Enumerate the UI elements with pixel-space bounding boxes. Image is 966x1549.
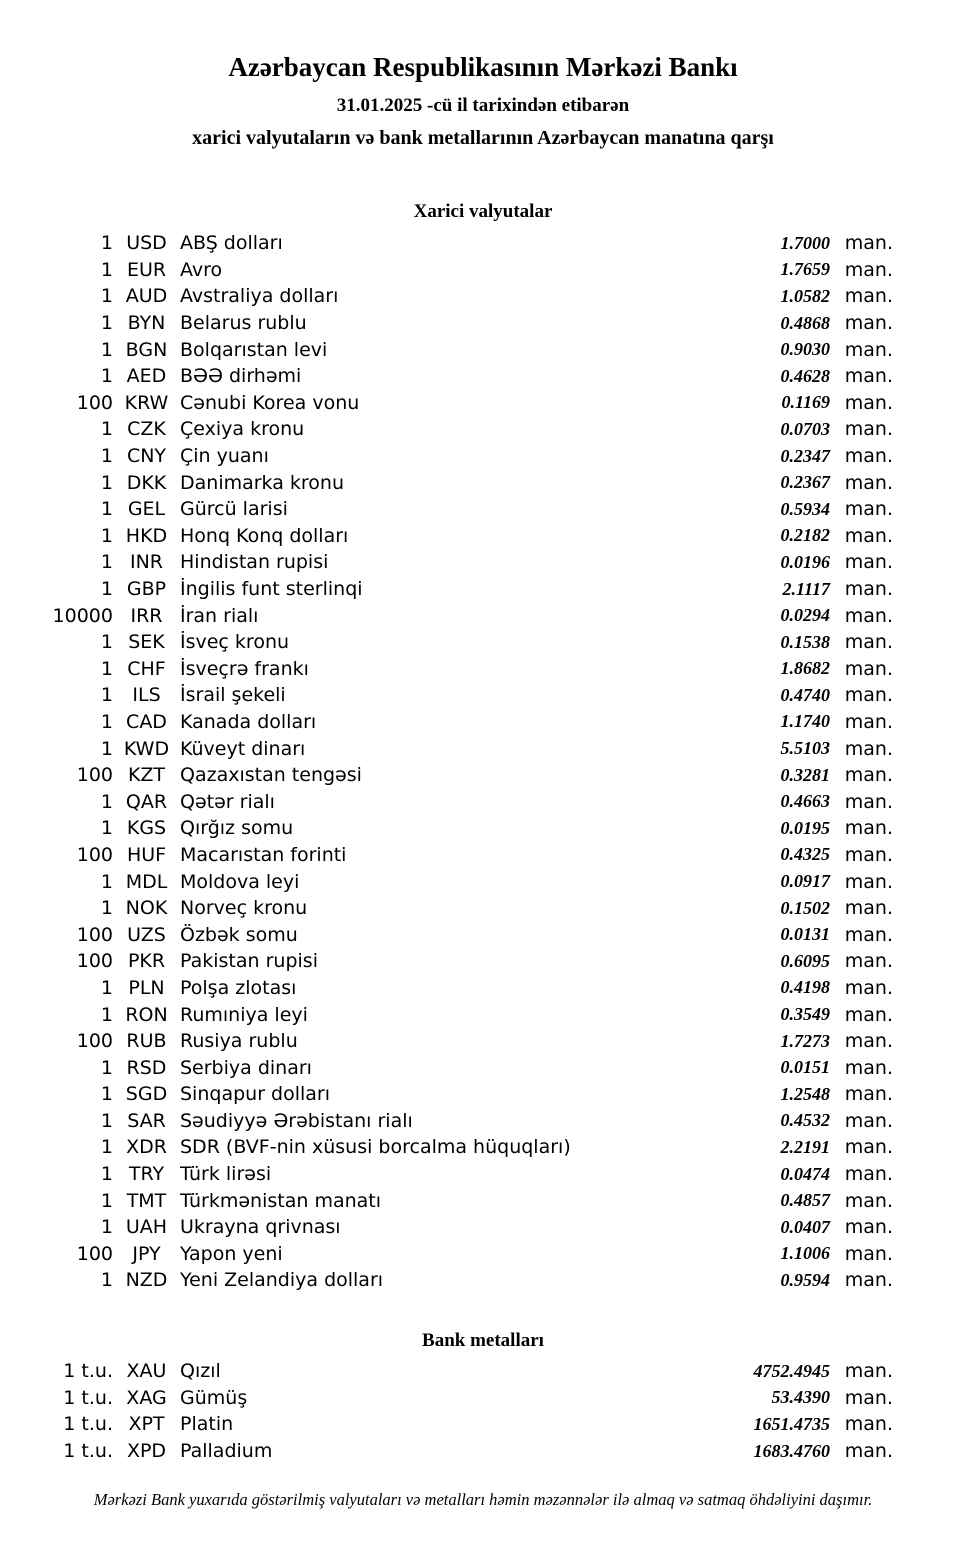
currency-row (0, 1161, 893, 1188)
effective-date-line: 31.01.2025 -cü il tarixindən etibarən (336, 95, 630, 116)
currency-rate: 0.0131 (780, 924, 830, 945)
metal-name: Qızıl (180, 1360, 221, 1383)
currency-row (0, 416, 893, 443)
metal-code: XAU (126, 1360, 167, 1383)
currency-name: Avstraliya dolları (180, 285, 339, 308)
currency-quantity: 100 (76, 923, 113, 946)
currency-quantity: 1 (100, 285, 113, 308)
currency-unit-label: man. (844, 312, 893, 335)
currency-rate: 1.7659 (780, 259, 830, 280)
currency-rate: 1.2548 (780, 1083, 830, 1104)
currency-row (0, 682, 893, 709)
currency-name: İngilis funt sterlinqi (180, 578, 363, 601)
currency-rate: 0.0407 (780, 1216, 830, 1237)
metal-name: Palladium (180, 1440, 273, 1463)
currency-quantity: 1 (100, 976, 113, 999)
currency-row (0, 310, 893, 337)
currency-code: AED (126, 365, 167, 388)
currency-code: KWD (123, 737, 170, 760)
currency-quantity: 1 (100, 1163, 113, 1186)
currency-quantity: 100 (76, 764, 113, 787)
currency-name: BƏƏ dirhəmi (180, 365, 302, 388)
currency-row (0, 948, 893, 975)
currency-row (0, 921, 893, 948)
currency-row (0, 283, 893, 310)
currency-name: Serbiya dinarı (180, 1056, 312, 1079)
currency-name: Səudiyyə Ərəbistanı rialı (180, 1109, 413, 1132)
currency-quantity: 1 (100, 817, 113, 840)
currency-unit-label: man. (844, 418, 893, 441)
currency-row (0, 1028, 893, 1055)
currency-quantity: 1 (100, 737, 113, 760)
currency-name: Gürcü larisi (180, 498, 288, 521)
currency-quantity: 1 (100, 684, 113, 707)
currency-row (0, 1134, 893, 1161)
currency-row (0, 336, 893, 363)
currency-unit-label: man. (844, 631, 893, 654)
currency-unit-label: man. (844, 1189, 893, 1212)
currency-unit-label: man. (844, 1269, 893, 1292)
currency-rate: 1.7273 (780, 1030, 830, 1051)
currency-code: EUR (126, 258, 167, 281)
currency-quantity: 1 (100, 1056, 113, 1079)
currency-name: Kanada dolları (180, 710, 317, 733)
currency-code: PLN (128, 976, 165, 999)
currency-quantity: 1 (100, 1003, 113, 1026)
currency-rate: 0.3281 (780, 764, 830, 785)
currency-quantity: 10000 (52, 604, 113, 627)
currency-rate: 0.4857 (780, 1190, 830, 1211)
currency-row (0, 1187, 893, 1214)
currency-row (0, 842, 893, 869)
currency-name: Honq Konq dolları (180, 524, 349, 547)
currency-code: BGN (125, 338, 168, 361)
currency-name: Özbək somu (180, 923, 298, 946)
currency-unit-label: man. (844, 817, 893, 840)
currency-name: Cənubi Korea vonu (180, 391, 360, 414)
metal-row (0, 1385, 893, 1412)
currency-name: İsveç kronu (180, 631, 290, 654)
currency-rate: 0.4325 (780, 844, 830, 865)
currency-unit-label: man. (844, 684, 893, 707)
currency-unit-label: man. (844, 976, 893, 999)
currency-name: Qırğız somu (180, 817, 294, 840)
metal-code: XAG (126, 1386, 167, 1409)
metal-name: Platin (180, 1413, 234, 1436)
currency-name: İsveçrə frankı (180, 657, 309, 680)
currency-code: SGD (125, 1083, 168, 1106)
currency-name: Çin yuanı (180, 445, 269, 468)
currency-rate: 2.2191 (780, 1136, 830, 1157)
currency-rate: 0.3549 (780, 1004, 830, 1025)
currency-unit-label: man. (844, 710, 893, 733)
currency-row (0, 576, 893, 603)
scope-line: xarici valyutaların və bank metallarının Azərbaycan manatına qarşı (192, 127, 774, 149)
currency-name: ABŞ dolları (180, 232, 283, 255)
currency-name: Küveyt dinarı (180, 737, 306, 760)
currency-quantity: 1 (100, 1083, 113, 1106)
currency-row (0, 230, 893, 257)
currency-quantity: 1 (100, 1269, 113, 1292)
currency-rate: 1.0582 (780, 285, 830, 306)
currency-name: Türk lirəsi (180, 1163, 272, 1186)
currency-unit-label: man. (844, 923, 893, 946)
currency-name: Yeni Zelandiya dolları (180, 1269, 384, 1292)
metal-row (0, 1438, 893, 1465)
metal-code: XPD (126, 1440, 167, 1463)
currency-rate: 0.0196 (780, 551, 830, 572)
currency-unit-label: man. (844, 391, 893, 414)
currency-unit-label: man. (844, 338, 893, 361)
currency-quantity: 100 (76, 391, 113, 414)
currency-rate: 0.0703 (780, 418, 830, 439)
metals-table (0, 1358, 893, 1464)
currency-row (0, 1214, 893, 1241)
currency-quantity: 1 (100, 551, 113, 574)
currency-code: TMT (126, 1189, 167, 1212)
currency-code: JPY (132, 1242, 161, 1265)
metal-name: Gümüş (180, 1386, 248, 1409)
currency-rate: 0.4868 (780, 312, 830, 333)
currency-unit-label: man. (844, 1109, 893, 1132)
currency-code: AUD (125, 285, 168, 308)
currency-code: RON (125, 1003, 168, 1026)
currency-code: NOK (125, 897, 168, 920)
metal-rate: 1683.4760 (753, 1440, 830, 1461)
currency-quantity: 1 (100, 870, 113, 893)
currency-name: Danimarka kronu (180, 471, 345, 494)
currency-row (0, 1054, 893, 1081)
currencies-table (0, 230, 893, 1294)
currency-rate: 0.1538 (780, 631, 830, 652)
disclaimer-text: Mərkəzi Bank yuxarıda göstərilmiş valyutaları və metalları həmin məzənnələr ilə almaq və satmaq öhdəliyini daşımır. (93, 1490, 873, 1509)
metal-quantity: 1 t.u. (63, 1360, 113, 1383)
currency-row (0, 1081, 893, 1108)
currency-rate: 0.4198 (780, 977, 830, 998)
currency-unit-label: man. (844, 1136, 893, 1159)
currency-unit-label: man. (844, 870, 893, 893)
metal-quantity: 1 t.u. (63, 1386, 113, 1409)
metals-section-heading: Bank metalları (422, 1330, 544, 1351)
currency-unit-label: man. (844, 1163, 893, 1186)
currency-unit-label: man. (844, 897, 893, 920)
currency-row (0, 735, 893, 762)
currency-quantity: 1 (100, 631, 113, 654)
currency-unit-label: man. (844, 498, 893, 521)
currency-quantity: 1 (100, 897, 113, 920)
currency-code: CHF (127, 657, 166, 680)
currency-rate: 1.8682 (780, 658, 830, 679)
currency-code: ILS (132, 684, 161, 707)
currency-code: SAR (127, 1109, 166, 1132)
currency-rate: 0.6095 (780, 950, 830, 971)
currency-rate: 0.2347 (780, 445, 830, 466)
metal-row (0, 1411, 893, 1438)
currency-rate: 0.0151 (780, 1057, 830, 1078)
currency-unit-label: man. (844, 551, 893, 574)
currency-quantity: 1 (100, 471, 113, 494)
page-title: Azərbaycan Respublikasının Mərkəzi Bankı (228, 52, 738, 82)
currency-code: KZT (127, 764, 166, 787)
currency-unit-label: man. (844, 471, 893, 494)
currency-unit-label: man. (844, 1056, 893, 1079)
currency-name: Rumıniya leyi (180, 1003, 308, 1026)
metal-code: XPT (128, 1413, 165, 1436)
currency-name: Polşa zlotası (180, 976, 297, 999)
currency-quantity: 1 (100, 524, 113, 547)
currency-rate: 0.5934 (780, 498, 830, 519)
currency-name: Qazaxıstan tengəsi (180, 764, 362, 787)
currency-name: Pakistan rupisi (180, 950, 318, 973)
currency-row (0, 629, 893, 656)
currency-name: SDR (BVF-nin xüsusi borcalma hüquqları) (180, 1136, 571, 1159)
currency-code: CAD (126, 710, 167, 733)
currency-code: XDR (126, 1136, 167, 1159)
currency-unit-label: man. (844, 950, 893, 973)
currency-code: NZD (125, 1269, 168, 1292)
currency-row (0, 788, 893, 815)
currency-quantity: 1 (100, 1109, 113, 1132)
currency-row (0, 496, 893, 523)
currency-row (0, 469, 893, 496)
currency-unit-label: man. (844, 365, 893, 388)
currency-name: Rusiya rublu (180, 1030, 298, 1053)
currency-code: QAR (125, 790, 168, 813)
currency-quantity: 100 (76, 1030, 113, 1053)
currency-row (0, 656, 893, 683)
currency-code: GEL (127, 498, 166, 521)
currency-name: Ukrayna qrivnası (180, 1216, 341, 1239)
currency-name: Çexiya kronu (180, 418, 305, 441)
metal-unit-label: man. (844, 1360, 893, 1383)
currency-row (0, 1001, 893, 1028)
metal-unit-label: man. (844, 1413, 893, 1436)
currency-rate: 0.2367 (780, 472, 830, 493)
metal-quantity: 1 t.u. (63, 1413, 113, 1436)
currency-rate: 1.1740 (780, 711, 830, 732)
currency-rate: 0.0474 (780, 1163, 830, 1184)
currency-rate: 0.4740 (780, 684, 830, 705)
currency-unit-label: man. (844, 657, 893, 680)
currency-code: SEK (128, 631, 165, 654)
currency-rate: 1.1006 (780, 1243, 830, 1264)
currency-row (0, 868, 893, 895)
currency-quantity: 1 (100, 578, 113, 601)
metal-rate: 4752.4945 (753, 1360, 830, 1381)
currency-row (0, 975, 893, 1002)
currency-quantity: 1 (100, 710, 113, 733)
currency-name: İran rialı (180, 604, 259, 627)
currency-rate: 1.7000 (780, 232, 830, 253)
currency-code: RSD (126, 1056, 167, 1079)
currency-code: USD (126, 232, 167, 255)
currency-rate: 2.1117 (782, 578, 830, 599)
currency-code: UZS (127, 923, 166, 946)
currency-rate: 0.9594 (780, 1269, 830, 1290)
currency-name: İsrail şekeli (180, 684, 286, 707)
currency-quantity: 100 (76, 1242, 113, 1265)
metal-row (0, 1358, 893, 1385)
currency-unit-label: man. (844, 1216, 893, 1239)
currency-code: UAH (125, 1216, 168, 1239)
currency-unit-label: man. (844, 1003, 893, 1026)
currency-code: CZK (127, 418, 166, 441)
currency-name: Hindistan rupisi (180, 551, 329, 574)
currency-quantity: 1 (100, 790, 113, 813)
currency-rate: 0.2182 (780, 525, 830, 546)
currency-name: Belarus rublu (180, 312, 307, 335)
currency-row (0, 549, 893, 576)
currency-quantity: 1 (100, 338, 113, 361)
currency-rate: 0.1169 (781, 392, 830, 413)
currency-name: Macarıstan forinti (180, 843, 347, 866)
currency-rate: 5.5103 (780, 738, 830, 759)
currency-unit-label: man. (844, 790, 893, 813)
currency-name: Moldova leyi (180, 870, 300, 893)
currency-rate: 0.4628 (780, 365, 830, 386)
currency-row (0, 1267, 893, 1294)
currency-quantity: 1 (100, 445, 113, 468)
currency-unit-label: man. (844, 764, 893, 787)
currency-code: GBP (126, 578, 167, 601)
currency-rate: 0.9030 (780, 339, 830, 360)
currency-unit-label: man. (844, 737, 893, 760)
currency-unit-label: man. (844, 232, 893, 255)
currency-quantity: 100 (76, 843, 113, 866)
currency-quantity: 1 (100, 498, 113, 521)
currency-code: HUF (126, 843, 167, 866)
currency-name: Yapon yeni (180, 1242, 283, 1265)
currency-name: Norveç kronu (180, 897, 308, 920)
currency-row (0, 895, 893, 922)
currency-row (0, 602, 893, 629)
currency-code: RUB (126, 1030, 167, 1053)
currency-unit-label: man. (844, 578, 893, 601)
currency-quantity: 1 (100, 1216, 113, 1239)
currency-rate: 0.1502 (780, 897, 830, 918)
currency-row (0, 1108, 893, 1135)
currencies-section-heading: Xarici valyutalar (413, 201, 553, 222)
currency-code: HKD (125, 524, 168, 547)
currency-unit-label: man. (844, 843, 893, 866)
currency-row (0, 443, 893, 470)
currency-row (0, 390, 893, 417)
currency-unit-label: man. (844, 524, 893, 547)
currency-rate: 0.4663 (780, 791, 830, 812)
currency-unit-label: man. (844, 1030, 893, 1053)
metal-rate: 53.4390 (771, 1387, 830, 1408)
currency-unit-label: man. (844, 258, 893, 281)
currency-code: KRW (124, 391, 169, 414)
currency-unit-label: man. (844, 1083, 893, 1106)
currency-quantity: 100 (76, 950, 113, 973)
currency-rate: 0.0917 (780, 871, 830, 892)
metal-rate: 1651.4735 (753, 1413, 830, 1434)
currency-code: BYN (127, 312, 166, 335)
currency-quantity: 1 (100, 312, 113, 335)
currency-code: INR (129, 551, 164, 574)
currency-name: Türkmənistan manatı (180, 1189, 382, 1212)
currency-row (0, 257, 893, 284)
currency-quantity: 1 (100, 365, 113, 388)
currency-row (0, 363, 893, 390)
currency-row (0, 523, 893, 550)
currency-rate: 0.4532 (780, 1110, 830, 1131)
currency-code: IRR (130, 604, 163, 627)
currency-unit-label: man. (844, 1242, 893, 1265)
currency-name: Sinqapur dolları (180, 1083, 331, 1106)
currency-quantity: 1 (100, 232, 113, 255)
currency-name: Qətər rialı (180, 790, 275, 813)
metal-unit-label: man. (844, 1440, 893, 1463)
currency-unit-label: man. (844, 445, 893, 468)
currency-rate: 0.0294 (780, 605, 830, 626)
currency-code: PKR (127, 950, 166, 973)
currency-code: TRY (128, 1163, 165, 1186)
currency-row (0, 709, 893, 736)
currency-row (0, 815, 893, 842)
currency-quantity: 1 (100, 258, 113, 281)
currency-row (0, 762, 893, 789)
currency-quantity: 1 (100, 1136, 113, 1159)
currency-quantity: 1 (100, 657, 113, 680)
currency-quantity: 1 (100, 418, 113, 441)
currency-name: Bolqarıstan levi (180, 338, 328, 361)
currency-name: Avro (180, 258, 223, 281)
currency-unit-label: man. (844, 285, 893, 308)
currency-code: DKK (126, 471, 167, 494)
currency-row (0, 1241, 893, 1268)
currency-quantity: 1 (100, 1189, 113, 1212)
currency-code: MDL (125, 870, 168, 893)
currency-code: CNY (126, 445, 167, 468)
currency-code: KGS (126, 817, 167, 840)
currency-rate: 0.0195 (780, 817, 830, 838)
metal-quantity: 1 t.u. (63, 1440, 113, 1463)
currency-unit-label: man. (844, 604, 893, 627)
metal-unit-label: man. (844, 1386, 893, 1409)
